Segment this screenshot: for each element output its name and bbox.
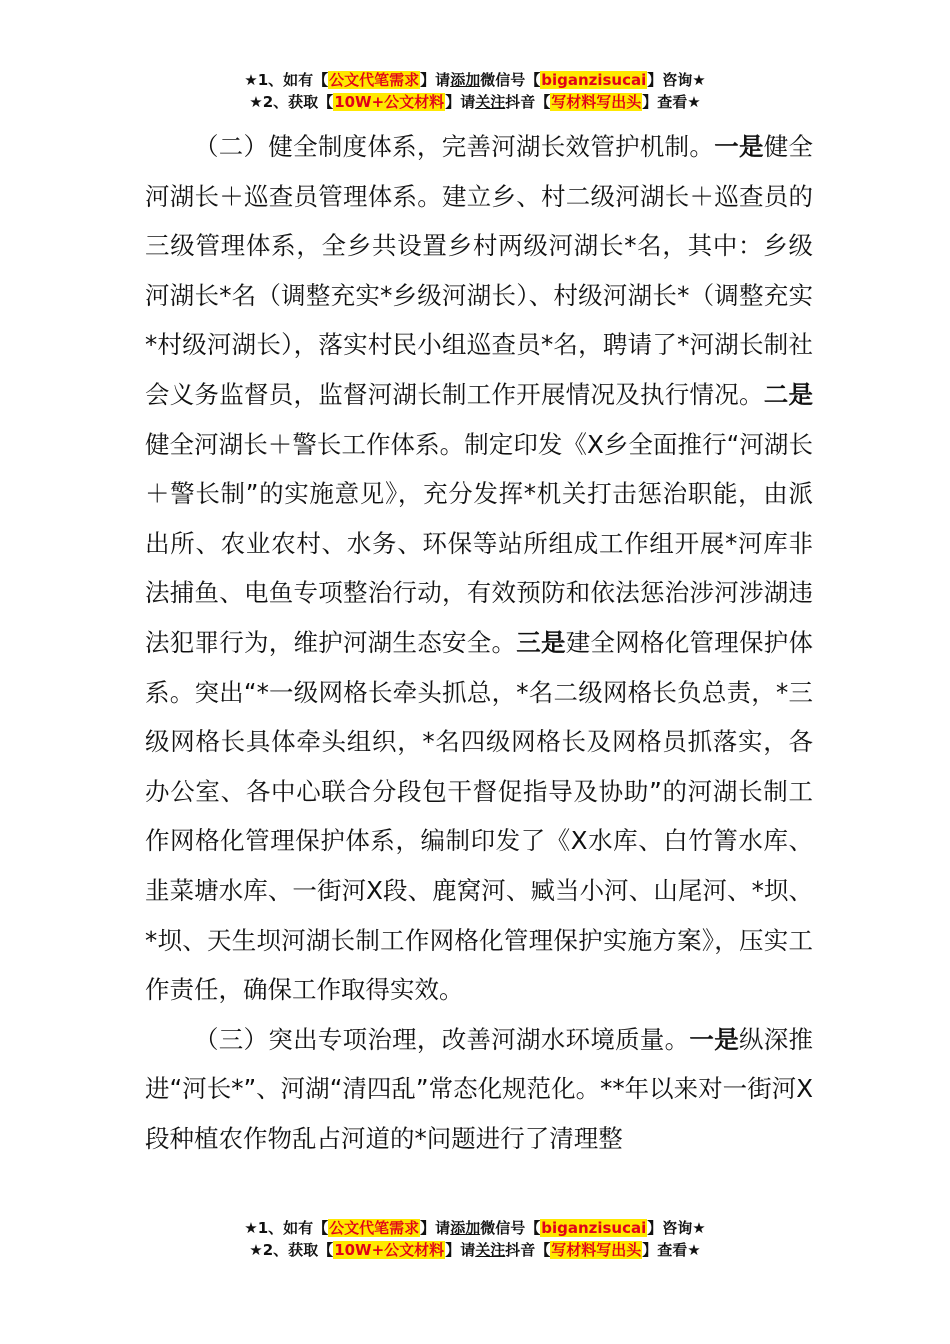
banner-text: 微信号【: [480, 71, 541, 89]
paragraph-lead: 二是: [763, 379, 813, 409]
banner-line-1: [0, 1217, 950, 1239]
banner-highlight: 公文代笔需求: [329, 1219, 420, 1237]
banner-text: 抖音【: [505, 93, 551, 111]
paragraph-lead: 三是: [516, 627, 566, 657]
document-body: [145, 122, 813, 1163]
banner-text: 】请: [420, 71, 451, 89]
paragraph-lead: 一是: [714, 132, 764, 161]
banner-highlight: biganzisucai: [541, 71, 647, 89]
paragraph-text: 健全河湖长＋巡查员管理体系。建立乡、村二级河湖长＋巡查员的三级管理体系，全乡共设置乡村两级河湖长*名，其中：乡级河湖长*名（调整充实*乡级河湖长）、村级河湖长*（调整充实*村级河湖长），落实村民小组巡查员*名，聘请了*河湖长制社会义务监督员，监督河湖长制工作开展情况及执行情况。: [145, 132, 814, 409]
banner-text: ★1、如有【: [244, 1219, 329, 1237]
banner-text: 】请: [445, 93, 476, 111]
banner-text: 抖音【: [505, 1241, 551, 1259]
banner-underline: 添加: [450, 71, 481, 89]
banner-highlight: 公文代笔需求: [329, 71, 420, 89]
paragraph-3: [145, 1015, 813, 1164]
paragraph-text: 纵深推进“河长*”、河湖“清四乱”常态化规范化。**年以来对一街河X段种植农作物乱占河道的*问题进行了清理整: [145, 1024, 814, 1153]
banner-text: 】咨询★: [647, 1219, 706, 1237]
banner-highlight: biganzisucai: [541, 1219, 647, 1237]
banner-underline: 关注: [475, 1241, 506, 1259]
footer-banner: [0, 1217, 950, 1261]
banner-highlight: 写材料写出头: [551, 93, 642, 111]
banner-line-2: [0, 1239, 950, 1261]
paragraph-lead: 一是: [689, 1024, 739, 1054]
banner-highlight: 写材料写出头: [551, 1241, 642, 1259]
banner-text: ★2、获取【: [249, 93, 334, 111]
paragraph-text: 健全河湖长＋警长工作体系。制定印发《X乡全面推行“河湖长＋警长制”的实施意见》，充分发挥*机关打击惩治职能，由派出所、农业农村、水务、环保等站所组成工作组开展*河库非法捕鱼、电鱼专项整治行动，有效预防和依法惩治涉河涉湖违法犯罪行为，维护河湖生态安全。: [145, 429, 813, 657]
banner-text: 】查看★: [642, 93, 701, 111]
banner-text: ★2、获取【: [249, 1241, 334, 1259]
paragraph-text: 建全网格化管理保护体系。突出“*一级网格长牵头抓总，*名二级网格长负总责，*三级网格长具体牵头组织，*名四级网格长及网格员抓落实，各办公室、各中心联合分段包干督促指导及协助”的河湖长制工作网格化管理保护体系，编制印发了《X水库、白竹箐水库、韭菜塘水库、一街河X段、鹿窝河、臧当小河、山尾河、*坝、*坝、天生坝河湖长制工作网格化管理保护实施方案》，压实工作责任，确保工作取得实效。: [145, 627, 813, 1005]
banner-text: ★1、如有【: [244, 71, 329, 89]
banner-text: 】请: [445, 1241, 476, 1259]
banner-underline: 关注: [475, 93, 506, 111]
header-banner: [0, 69, 950, 113]
banner-text: 微信号【: [480, 1219, 541, 1237]
banner-text: 】咨询★: [647, 71, 706, 89]
banner-text: 】请: [420, 1219, 451, 1237]
banner-highlight: 10W+公文材料: [334, 93, 445, 111]
paragraph-text: （三）突出专项治理，改善河湖水环境质量。: [194, 1024, 690, 1054]
banner-highlight: 10W+公文材料: [334, 1241, 445, 1259]
banner-line-2: [0, 91, 950, 113]
paragraph-2: [145, 122, 813, 1015]
banner-underline: 添加: [450, 1219, 481, 1237]
banner-text: 】查看★: [642, 1241, 701, 1259]
paragraph-text: （二）健全制度体系，完善河湖长效管护机制。: [194, 132, 715, 161]
banner-line-1: [0, 69, 950, 91]
